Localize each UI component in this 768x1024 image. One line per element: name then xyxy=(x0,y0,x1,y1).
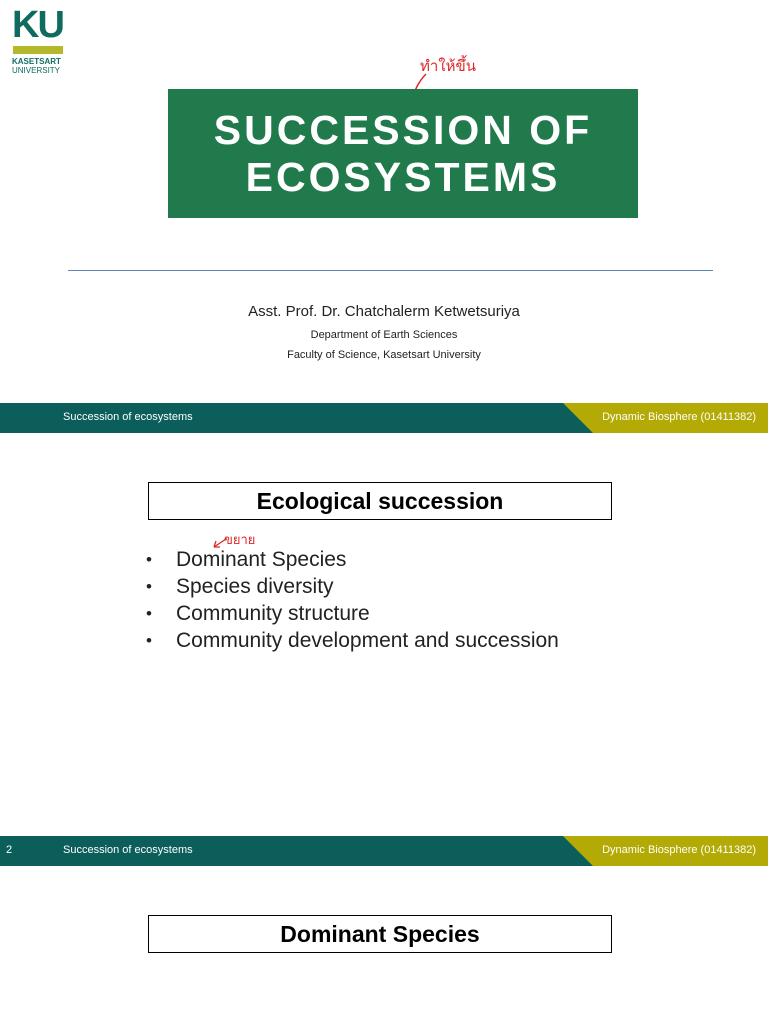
footer-course: Dynamic Biosphere (01411382) xyxy=(602,844,756,856)
logo-mark: KU xyxy=(12,4,63,46)
kasetsart-logo xyxy=(12,6,68,76)
logo-line1: KASETSART xyxy=(12,57,61,66)
divider xyxy=(68,270,713,271)
title-line-2: ECOSYSTEMS xyxy=(245,153,561,200)
footer-page-number: 2 xyxy=(6,844,13,856)
title-annotation: ทำให้ขึ้น xyxy=(420,57,477,75)
list-item: • Dominant Species xyxy=(146,546,559,573)
footer-title: Succession of ecosystems xyxy=(63,844,193,856)
slide-footer-1 xyxy=(0,403,768,433)
logo-line2: UNIVERSITY xyxy=(12,66,61,75)
list-item: • Community development and succession xyxy=(146,627,559,654)
logo-bar xyxy=(13,46,63,54)
bullet-annotation: ขยาย xyxy=(224,533,256,548)
faculty: Faculty of Science, Kasetsart University xyxy=(287,349,481,361)
slide-footer-2 xyxy=(0,836,768,866)
list-item: • Community structure xyxy=(146,600,559,627)
slide-heading-dominant-species: Dominant Species xyxy=(148,915,612,953)
footer-course: Dynamic Biosphere (01411382) xyxy=(602,411,756,423)
footer-title: Succession of ecosystems xyxy=(63,411,193,423)
topic-list xyxy=(146,546,559,654)
author-name: Asst. Prof. Dr. Chatchalerm Ketwetsuriya xyxy=(248,303,520,320)
title-banner xyxy=(168,89,638,218)
department: Department of Earth Sciences xyxy=(310,329,458,341)
list-item: • Species diversity xyxy=(146,573,559,600)
title-line-1: SUCCESSION OF xyxy=(213,106,593,153)
slide-heading-ecological-succession: Ecological succession xyxy=(148,482,612,520)
